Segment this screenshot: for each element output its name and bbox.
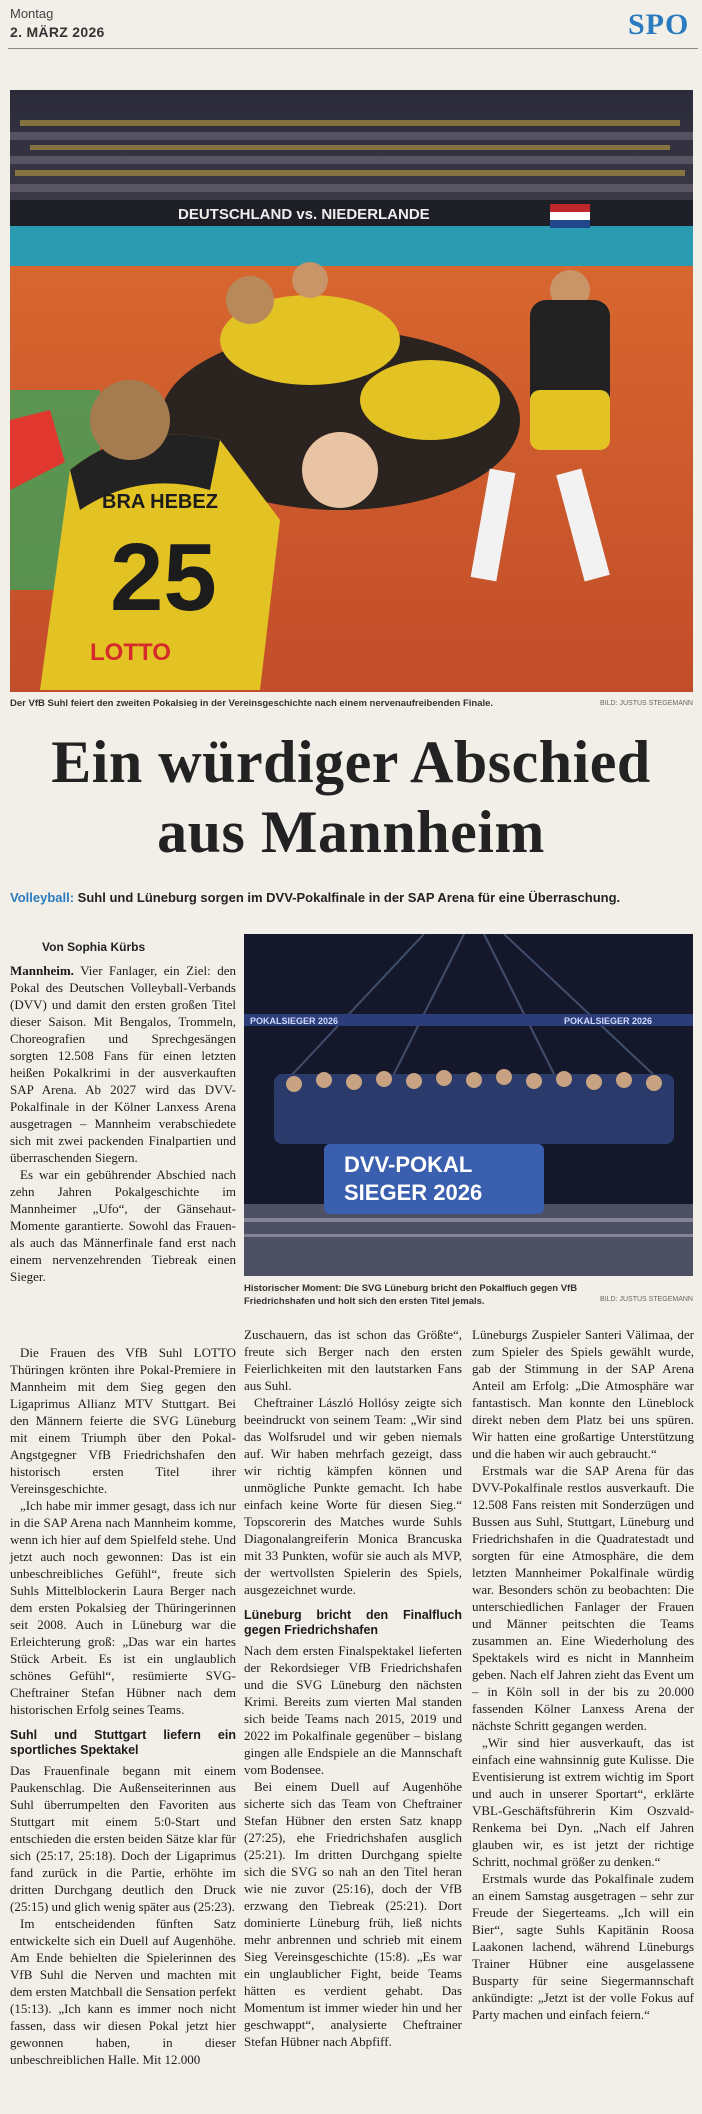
header-rule bbox=[8, 48, 698, 49]
kicker-text: Suhl und Lüneburg sorgen im DVV-Pokalfinale in der SAP Arena für eine Überraschung. bbox=[74, 890, 621, 905]
jersey-number: 25 bbox=[110, 524, 217, 631]
jersey-sponsor: LOTTO bbox=[90, 639, 171, 666]
headline-line-2: aus Mannheim bbox=[157, 799, 545, 865]
photo-caption: Der VfB Suhl feiert den zweiten Pokalsieg in der Vereinsgeschichte nach einem nervenaufreibenden Finale. bbox=[10, 698, 494, 709]
article-paragraph: Erstmals wurde das Pokalfinale zudem an einem Samstag ausgetragen – sehr zur Freude der Siegerteams. „Ich will ein Bier“, sagte Suhls Kapitänin Roosa Laakonen lachend, während Lüneburgs Trainer Hübner eine ausgelassene Busparty für seine Siegermannschaft ankündigte: „Jetzt ist der volle Fokus auf Party machen und einfach feiern.“ bbox=[472, 1871, 694, 2022]
team-photo-sign-1: DVV-POKAL bbox=[344, 1152, 473, 1177]
article-paragraph: Zuschauern, das ist schon das Größte“, freute sich Berger nach den ersten Feierlichkeiten mit den lautstarken Fans aus Suhl. bbox=[244, 1327, 462, 1393]
article-column-1-top bbox=[10, 962, 236, 1285]
article-paragraph: Es war ein gebührender Abschied nach zehn Jahren Pokalgeschichte im Mannheimer „Ufo“, der Gänsehaut-Momente garantierte. Sowohl das Frauen- als auch das Männerfinale fand erst nach einem nervenzehrenden Tiebreak einen Sieger. bbox=[10, 1167, 236, 1284]
main-photo bbox=[10, 90, 693, 692]
jersey-name: BRA HEBEZ bbox=[102, 491, 218, 513]
team-photo-credit: BILD: JUSTUS STEGEMANN bbox=[600, 1296, 693, 1303]
article-paragraph: Lüneburgs Zuspieler Santeri Välimaa, der zum Spieler des Spiels gewählt wurde, gab der Stimmung in der SAP Arena Anteil am Erfolg: „Die Atmosphäre war fantastisch. Man konnte den Lüneblock direkt neben dem Platz bei uns spüren. Wir hatten eine großartige Unterstützung und die haben wir auch gebraucht.“ bbox=[472, 1327, 694, 1461]
team-photo-banner-left: POKALSIEGER 2026 bbox=[250, 1016, 339, 1026]
article-paragraph: „Ich habe mir immer gesagt, dass ich nur in die SAP Arena nach Mannheim komme, wenn ich hier auf dem Spielfeld stehe. Und jetzt auch noch gewonnen: Das ist ein unbeschreibliches Gefühl“, freute sich Suhls Mittelblockerin Laura Berger nach dem ersten Pokalsieg der Thüringerinnen seit 2008. Auch in Lüneburg war die Erleichterung groß: „Das war ein hartes Stück Arbeit. Es ist ein unglaublich schönes Gefühl“, resümierte SVG-Cheftrainer Stefan Hübner nach dem historischen Erfolg seines Teams. bbox=[10, 1498, 236, 1717]
article-paragraph: Erstmals war die SAP Arena für das DVV-Pokalfinale restlos ausverkauft. Die 12.508 Fans reisten mit Sonderzügen und Bussen aus Suhl, Stuttgart, Lüneburg und Friedrichshafen in die Quadratestadt und sorgten für eine Atmosphäre, die dem letzten Mannheimer Pokalfinale würdig war. Besonders schön zu beobachten: Die unterschiedlichen Fanlager der Frauen und Männer peitschten die Teams zusammen an. Eine Wiederholung des Spektakels wird es nicht in Mannheim geben. Nach elf Jahren zieht das Event um – in Köln soll in der bis zu 20.000 fassenden Kölner Lanxess Arena der nächste Schritt gegangen werden. bbox=[472, 1463, 694, 1733]
subheading: Lüneburg bricht den Finalfluch gegen Friedrichshafen bbox=[244, 1608, 462, 1637]
photo-credit: BILD: JUSTUS STEGEMANN bbox=[600, 700, 693, 707]
article-column-2 bbox=[244, 1326, 462, 2050]
team-photo-sign-2: SIEGER 2026 bbox=[344, 1180, 483, 1205]
subheading: Suhl und Stuttgart liefern ein sportliches Spektakel bbox=[10, 1728, 236, 1757]
article-paragraph: Mannheim. Vier Fanlager, ein Ziel: den Pokal des Deutschen Volleyball-Verbands (DVV) und damit den ersten großen Titel dieser Saison. Mit Bengalos, Trommeln, Choreografien und Sprechgesängen sorgten 12.508 Fans für einen letzten heißen Pokalkrimi in der ausverkauften SAP Arena. Ab 2027 wird das DVV-Pokalfinale in der Kölner Lanxess Arena ausgetragen – Mannheim verabschiedete sich mit zwei packenden Finalpartien und überraschenden Siegern. bbox=[10, 963, 236, 1165]
team-photo bbox=[244, 934, 693, 1276]
section-label: SPO bbox=[628, 8, 690, 41]
team-photo-image bbox=[244, 934, 693, 1276]
article-paragraph: Die Frauen des VfB Suhl LOTTO Thüringen krönten ihre Pokal-Premiere in Mannheim mit dem Sieg gegen den Ligaprimus Allianz MTV Stuttgart. Bei den Männern feierte die SVG Lüneburg mit einem Triumph über den Pokal-Angstgegner VfB Friedrichshafen den historisch ersten Titel ihrer Vereinsgeschichte. bbox=[10, 1345, 236, 1496]
dateline: Mannheim. bbox=[10, 963, 74, 978]
kicker bbox=[10, 890, 696, 905]
article-column-1-bottom bbox=[10, 1344, 236, 2068]
article-paragraph: Das Frauenfinale begann mit einem Paukenschlag. Die Außenseiterinnen aus Suhl überrumpelten den Favoriten aus Stuttgart mit einem 5:0-Start und entschieden die ersten beiden Sätze klar für sich (25:17, 25:18). Doch der Ligaprimus fand zurück in die Partie, erhöhte im dritten Durchgang deutlich den Druck (25:15) und glich wenig später aus (25:23). bbox=[10, 1763, 236, 1914]
kicker-keyword: Volleyball: bbox=[10, 890, 75, 905]
article-paragraph: Nach dem ersten Finalspektakel lieferten der Rekordsieger VfB Friedrichshafen und die SVG Lüneburg den nächsten Krimi. Bereits zum vierten Mal standen sich beide Teams nach 2015, 2019 und 2022 im Pokalfinale gegenüber – bislang gingen alle Endspiele an die Mannschaft vom Bodensee. bbox=[244, 1643, 462, 1777]
article-column-3 bbox=[472, 1326, 694, 2023]
team-photo-caption: Historischer Moment: Die SVG Lüneburg bricht den Pokalfluch gegen VfB Friedrichshafen und holt sich den ersten Titel jemals. bbox=[244, 1283, 578, 1307]
article-paragraph: Bei einem Duell auf Augenhöhe sicherte sich das Team von Cheftrainer Stefan Hübner den ersten Satz knapp (27:25), ehe Friedrichshafen ausglich (25:21). Im dritten Durchgang spielte sich die SVG so nah an den Titel heran wie nie zuvor (25:16), doch der VfB erzwang den Tiebreak (25:21). Dort dominierte Lüneburg früh, ließ nichts mehr anbrennen und schrieb mit einem Sieg Vereinsgeschichte (15:8). „Es war ein unglaublicher Fight, beide Teams hätten es verdient gehabt. Das Momentum ist immer wieder hin und her geschwappt“, analysierte Cheftrainer Stefan Hübner nach Abpfiff. bbox=[244, 1779, 462, 2049]
main-photo-image bbox=[10, 90, 693, 692]
byline: Von Sophia Kürbs bbox=[42, 940, 146, 954]
banner-text: DEUTSCHLAND vs. NIEDERLANDE bbox=[178, 206, 430, 223]
article-paragraph: Im entscheidenden fünften Satz entwickelte sich ein Duell auf Augenhöhe. Am Ende behielten die Spielerinnen des VfB Suhl die Nerven und machten mit dem ersten Matchball die Sensation perfekt (15:13). „Ich kann es immer noch nicht fassen, dass wir diesen Pokal jetzt hier gewonnen haben, in dieser unbeschreiblichen Halle. Mit 12.000 bbox=[10, 1916, 236, 2067]
headline-line-1: Ein würdiger Abschied bbox=[51, 729, 651, 795]
issue-date: 2. MÄRZ 2026 bbox=[10, 24, 105, 40]
issue-day: Montag bbox=[10, 6, 54, 21]
team-photo-banner-right: POKALSIEGER 2026 bbox=[564, 1016, 653, 1026]
article-paragraph: „Wir sind hier ausverkauft, das ist einfach eine wahnsinnig gute Kulisse. Die Eventisierung ist extrem wichtig im Sport und auch in unserer Sportart“, erklärte VBL-Geschäftsführerin Kim Oszvald-Renkema bei Dyn. „Nach elf Jahren glauben wir, es ist jetzt der richtige Schritt, nochmal größer zu denken.“ bbox=[472, 1735, 694, 1869]
article-paragraph: Cheftrainer László Hollósy zeigte sich beeindruckt von seinem Team: „Wir sind das Wolfsrudel und wir geben niemals auf. Wir haben mehrfach gezeigt, dass wir richtig kämpfen können und unmögliche Punkte gemacht. Ich habe einfach keine Worte für diesen Sieg.“ Topscorerin des Matches wurde Suhls Diagonalangreiferin Monica Brancuska mit 33 Punkten, wofür sie auch als MVP, der wertvollsten Spielerin des Spiels, ausgezeichnet wurde. bbox=[244, 1395, 462, 1597]
